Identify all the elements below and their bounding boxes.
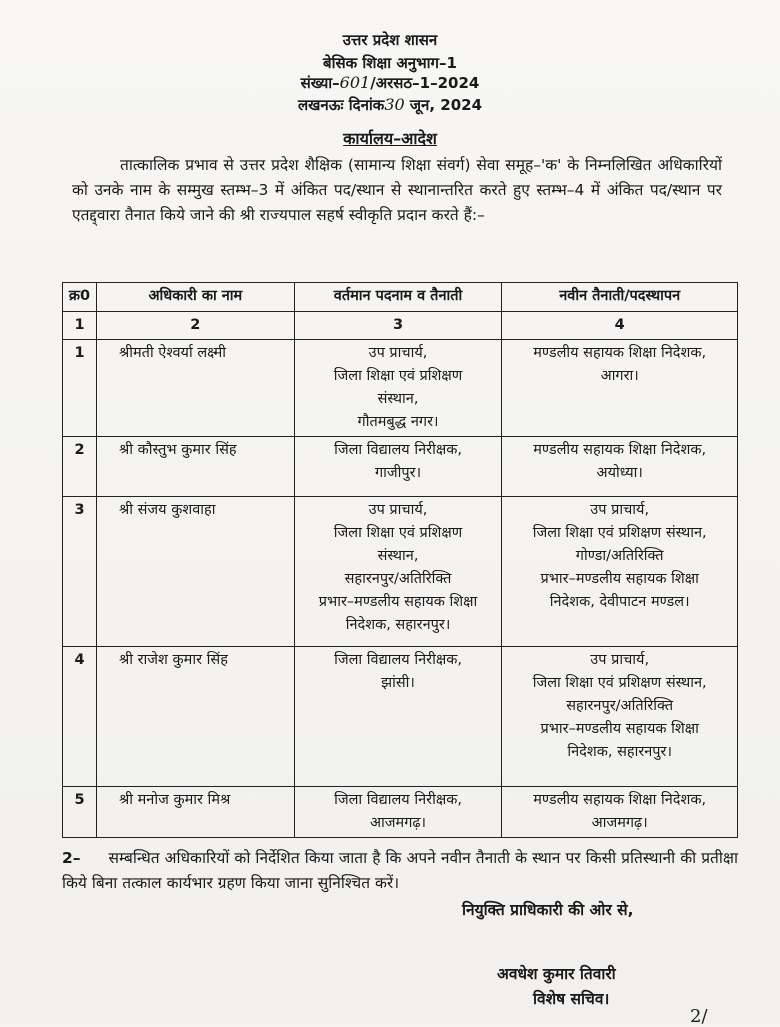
new-post-line: मण्डलीय सहायक शिक्षा निदेशक,	[533, 792, 707, 808]
instruction-text: सम्बन्धित अधिकारियों को निर्देशित किया जाता है कि अपने नवीन तैनाती के स्थान पर किसी प्रतिस्थानी की प्रतीक्षा किये बिना तत्काल कार्यभार ग्रहण किया जाना सुनिश्चित करें।	[62, 849, 738, 892]
current-post-line: जिला शिक्षा एवं प्रशिक्षण	[333, 525, 463, 541]
current-post-line: जिला विद्यालय निरीक्षक,	[334, 652, 462, 668]
new-post-cell	[502, 497, 738, 647]
transfer-table	[62, 282, 738, 838]
date-suffix: जून, 2024	[404, 96, 483, 114]
new-post-line: उप प्राचार्य,	[590, 652, 650, 668]
new-post-cell	[502, 437, 738, 497]
current-post-line: गाजीपुर।	[374, 465, 422, 481]
new-post-line: जिला शिक्षा एवं प्रशिक्षण संस्थान,	[532, 525, 707, 541]
issue-date	[0, 95, 780, 115]
current-post-line: उप प्राचार्य,	[368, 502, 428, 518]
officer-name-cell: श्री मनोज कुमार मिश्र	[96, 787, 294, 838]
current-post-line: संस्थान,	[377, 548, 419, 564]
new-post-line: मण्डलीय सहायक शिक्षा निदेशक,	[533, 345, 707, 361]
paragraph-number: 2–	[62, 849, 81, 867]
current-post-cell	[294, 437, 502, 497]
date-prefix: लखनऊः दिनांक	[297, 96, 385, 114]
current-post-line: संस्थान,	[377, 391, 419, 407]
serial-number-cell: 2	[63, 437, 97, 497]
serial-number-cell: 4	[63, 647, 97, 787]
serial-number-cell: 3	[63, 497, 97, 647]
header-current-post: वर्तमान पदनाम व तैनाती	[294, 283, 502, 312]
new-post-cell	[502, 787, 738, 838]
ref-handwritten-number: 601	[339, 73, 371, 92]
serial-number-cell: 1	[63, 340, 97, 437]
current-post-line: जिला शिक्षा एवं प्रशिक्षण	[333, 368, 463, 384]
current-post-cell	[294, 647, 502, 787]
header-serial: क्र0	[63, 283, 97, 312]
current-post-cell	[294, 340, 502, 437]
new-post-line: अयोध्या।	[596, 465, 643, 481]
instruction-paragraph	[62, 846, 738, 896]
section-title: बेसिक शिक्षा अनुभाग–1	[323, 54, 457, 72]
table-row	[63, 437, 738, 497]
officer-name-cell: श्री कौस्तुभ कुमार सिंह	[96, 437, 294, 497]
current-post-line: झांसी।	[381, 675, 415, 691]
serial-number-cell: 5	[63, 787, 97, 838]
table-row	[63, 647, 738, 787]
table-header-row	[63, 283, 738, 312]
current-post-line: सहारनपुर/अतिरिक्ति	[344, 571, 452, 587]
new-post-line: मण्डलीय सहायक शिक्षा निदेशक,	[533, 442, 707, 458]
current-post-cell	[294, 787, 502, 838]
column-number: 2	[96, 312, 294, 340]
header-new-post: नवीन तैनाती/पदस्थापन	[502, 283, 738, 312]
new-post-line: प्रभार–मण्डलीय सहायक शिक्षा	[540, 721, 699, 737]
new-post-cell	[502, 340, 738, 437]
office-order-heading	[0, 127, 780, 149]
header-officer-name: अधिकारी का नाम	[96, 283, 294, 312]
officer-name-cell: श्री संजय कुशवाहा	[96, 497, 294, 647]
new-post-line: उप प्राचार्य,	[590, 502, 650, 518]
signatory-name: अवधेश कुमार तिवारी	[497, 965, 616, 983]
page-continuation-mark: 2/	[690, 1006, 708, 1027]
new-post-line: गोण्डा/अतिरिक्ति	[575, 548, 664, 564]
new-post-cell	[502, 647, 738, 787]
new-post-line: आगरा।	[600, 368, 639, 384]
new-post-line: आजमगढ़।	[591, 815, 648, 831]
date-handwritten-day: 30	[384, 95, 405, 114]
new-post-line: निदेशक, सहारनपुर।	[567, 744, 672, 760]
new-post-line: सहारनपुर/अतिरिक्ति	[566, 698, 674, 714]
officer-name-cell: श्री राजेश कुमार सिंह	[96, 647, 294, 787]
table-row	[63, 340, 738, 437]
current-post-cell	[294, 497, 502, 647]
column-number: 4	[502, 312, 738, 340]
new-post-line: प्रभार–मण्डलीय सहायक शिक्षा	[540, 571, 699, 587]
column-number-row	[63, 312, 738, 340]
current-post-line: जिला विद्यालय निरीक्षक,	[334, 792, 462, 808]
current-post-line: गौतमबुद्ध नगर।	[357, 414, 439, 430]
intro-paragraph: तात्कालिक प्रभाव से उत्तर प्रदेश शैक्षिक (सामान्य शिक्षा संवर्ग) सेवा समूह–'क' के निम्नलिखित अधिकारियों को उनके नाम के सम्मुख स्तम्भ–3 में अंकित पद/स्थान से स्थानान्तरित करते हुए स्तम्भ–4 में अंकित पद/स्थान पर एतद्द्वारा तैनात किये जाने की श्री राज्यपाल सहर्ष स्वीकृति प्रदान करते हैं:–	[72, 156, 722, 224]
column-number: 3	[294, 312, 502, 340]
reference-number	[0, 73, 780, 93]
new-post-line: निदेशक, देवीपाटन मण्डल।	[549, 594, 690, 610]
table-row	[63, 787, 738, 838]
new-post-line: जिला शिक्षा एवं प्रशिक्षण संस्थान,	[532, 675, 707, 691]
table-row	[63, 497, 738, 647]
current-post-line: निदेशक, सहारनपुर।	[345, 617, 451, 633]
ref-suffix: /अरसठ–1–2024	[370, 74, 480, 92]
ref-prefix: संख्या–	[300, 74, 340, 92]
on-behalf-line: नियुक्ति प्राधिकारी की ओर से,	[462, 901, 634, 919]
office-order-title: कार्यालय–आदेश	[343, 129, 437, 148]
current-post-line: आजमगढ़।	[369, 815, 427, 831]
column-number: 1	[63, 312, 97, 340]
current-post-line: उप प्राचार्य,	[368, 345, 428, 361]
signatory-designation: विशेष सचिव।	[533, 990, 610, 1008]
current-post-line: जिला विद्यालय निरीक्षक,	[334, 442, 462, 458]
govt-title: उत्तर प्रदेश शासन	[342, 31, 438, 49]
current-post-line: प्रभार–मण्डलीय सहायक शिक्षा	[318, 594, 478, 610]
officer-name-cell: श्रीमती ऐश्वर्या लक्ष्मी	[96, 340, 294, 437]
